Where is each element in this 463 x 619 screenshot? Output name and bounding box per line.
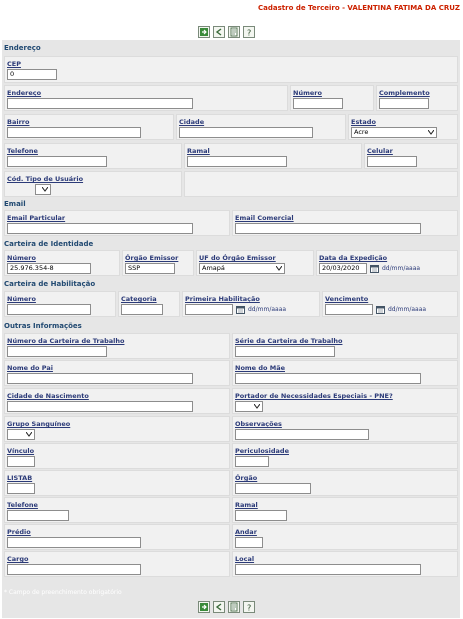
cell-endereco — [4, 85, 288, 111]
cell-email-particular — [4, 210, 230, 236]
pne-select[interactable] — [235, 401, 263, 412]
cell-vencimento — [322, 291, 458, 317]
data-expedicao-input[interactable]: 20/03/2020 — [319, 263, 367, 274]
num-carteira-input[interactable] — [7, 346, 107, 357]
cell-num-carteira — [4, 333, 230, 359]
cell-estado — [348, 114, 458, 140]
date-format-hint: dd/mm/aaaa — [248, 306, 287, 313]
chevron-down-icon — [42, 187, 48, 192]
estado-label: Estado — [351, 118, 376, 126]
cargo-input[interactable] — [7, 564, 141, 575]
calendar-icon[interactable] — [376, 305, 385, 314]
cell-nome-pai — [4, 360, 230, 386]
periculosidade-input[interactable] — [235, 456, 269, 467]
telefone2-label: Telefone — [7, 501, 38, 509]
cell-listab — [4, 470, 230, 496]
primeira-hab-input[interactable] — [185, 304, 233, 315]
uf-orgao-label: UF do Órgão Emissor — [199, 254, 276, 262]
estado-select[interactable] — [351, 127, 437, 138]
observacoes-label: Observações — [235, 420, 282, 428]
calendar-icon[interactable] — [370, 264, 379, 273]
nome-mae-input[interactable] — [235, 373, 421, 384]
orgao-input[interactable] — [235, 483, 311, 494]
cell-cidade-nascimento — [4, 388, 230, 414]
complemento-label: Complemento — [379, 89, 430, 97]
primeira-hab-label: Primeira Habilitação — [185, 295, 260, 303]
cell-periculosidade — [232, 443, 458, 469]
cell-orgao-emissor — [122, 250, 194, 276]
cell-rg-numero — [4, 250, 120, 276]
grupo-sanguineo-select[interactable] — [7, 429, 35, 440]
numero-input[interactable] — [293, 98, 343, 109]
chevron-down-icon — [428, 130, 434, 135]
telefone-label: Telefone — [7, 147, 38, 155]
ramal-label: Ramal — [187, 147, 210, 155]
serie-carteira-label: Série da Carteira de Trabalho — [235, 337, 343, 345]
grupo-sanguineo-label: Grupo Sanguíneo — [7, 420, 71, 428]
vinculo-label: Vínculo — [7, 447, 35, 455]
required-footnote: * Campo de preenchimento obrigatório — [4, 589, 122, 596]
section-identidade: Carteira de Identidade — [4, 240, 94, 248]
vencimento-label: Vencimento — [325, 295, 369, 303]
data-expedicao-label: Data da Expedição — [319, 254, 388, 262]
cell-celular — [364, 143, 458, 169]
uf-orgao-value: Amapá — [202, 264, 225, 272]
help-icon[interactable] — [243, 26, 255, 38]
chevron-down-icon — [26, 432, 32, 437]
tipo-usuario-label: Cód. Tipo de Usuário — [7, 175, 84, 183]
vinculo-input[interactable] — [7, 456, 35, 467]
help-icon[interactable] — [243, 601, 255, 613]
serie-carteira-input[interactable] — [235, 346, 335, 357]
form-panel — [2, 40, 460, 618]
top-toolbar — [198, 26, 255, 38]
email-comercial-input[interactable] — [235, 223, 421, 234]
row-cep — [4, 56, 458, 83]
cell-local — [232, 551, 458, 577]
cell-data-expedicao — [316, 250, 458, 276]
email-comercial-label: Email Comercial — [235, 214, 294, 222]
print-icon[interactable] — [228, 601, 240, 613]
orgao-label: Órgão — [235, 474, 258, 482]
num-carteira-label: Número da Carteira de Trabalho — [7, 337, 125, 345]
date-format-hint: dd/mm/aaaa — [382, 265, 421, 272]
nome-pai-label: Nome do Pai — [7, 364, 53, 372]
svg-text:?: ? — [247, 603, 252, 612]
cell-empty — [184, 171, 458, 197]
endereco-label: Endereço — [7, 89, 42, 97]
save-icon[interactable] — [198, 601, 210, 613]
local-label: Local — [235, 555, 255, 563]
cell-cidade — [176, 114, 346, 140]
cell-ramal — [184, 143, 362, 169]
cell-primeira-hab — [182, 291, 320, 317]
local-input[interactable] — [235, 564, 421, 575]
predio-label: Prédio — [7, 528, 31, 536]
email-particular-input[interactable] — [7, 223, 193, 234]
telefone-input[interactable] — [7, 156, 107, 167]
email-particular-label: Email Particular — [7, 214, 66, 222]
rg-numero-label: Número — [7, 254, 36, 262]
cell-email-comercial — [232, 210, 458, 236]
chevron-down-icon — [276, 266, 282, 271]
ramal2-label: Ramal — [235, 501, 258, 509]
section-email: Email — [4, 200, 26, 208]
save-icon[interactable] — [198, 26, 210, 38]
orgao-emissor-input[interactable]: SSP — [125, 263, 175, 274]
cell-vinculo — [4, 443, 230, 469]
categoria-label: Categoria — [121, 295, 157, 303]
print-icon[interactable] — [228, 26, 240, 38]
andar-input[interactable] — [235, 537, 263, 548]
tipo-usuario-select[interactable] — [35, 184, 51, 195]
cell-categoria — [118, 291, 180, 317]
nome-pai-input[interactable] — [7, 373, 193, 384]
cell-telefone2 — [4, 497, 230, 523]
section-habilitacao: Carteira de Habilitação — [4, 280, 96, 288]
cell-cnh-numero — [4, 291, 116, 317]
cnh-numero-input[interactable] — [7, 304, 91, 315]
cep-input[interactable]: 0 — [7, 69, 57, 80]
cell-uf-orgao — [196, 250, 314, 276]
cell-complemento — [376, 85, 458, 111]
ramal2-input[interactable] — [235, 510, 287, 521]
estado-value: Acre — [354, 128, 369, 136]
cell-predio — [4, 524, 230, 550]
celular-input[interactable] — [367, 156, 417, 167]
uf-orgao-select[interactable] — [199, 263, 285, 274]
periculosidade-label: Periculosidade — [235, 447, 289, 455]
nome-mae-label: Nome do Mãe — [235, 364, 285, 372]
cell-andar — [232, 524, 458, 550]
cidade-label: Cidade — [179, 118, 205, 126]
cell-cargo — [4, 551, 230, 577]
back-icon[interactable] — [213, 26, 225, 38]
cell-orgao — [232, 470, 458, 496]
telefone2-input[interactable] — [7, 510, 69, 521]
cell-ramal2 — [232, 497, 458, 523]
ramal-input[interactable] — [187, 156, 287, 167]
cidade-nascimento-label: Cidade de Nascimento — [7, 392, 89, 400]
cell-telefone — [4, 143, 182, 169]
cell-grupo-sanguineo — [4, 416, 230, 442]
cell-nome-mae — [232, 360, 458, 386]
section-outras: Outras Informações — [4, 322, 82, 330]
cell-observacoes — [232, 416, 458, 442]
date-format-hint: dd/mm/aaaa — [388, 306, 427, 313]
svg-text:?: ? — [247, 28, 252, 37]
cep-label: CEP — [7, 60, 21, 68]
cidade-input[interactable] — [179, 127, 313, 138]
cell-pne — [232, 388, 458, 414]
cargo-label: Cargo — [7, 555, 29, 563]
rg-numero-input[interactable]: 25.976.354-8 — [7, 263, 91, 274]
back-icon[interactable] — [213, 601, 225, 613]
listab-input[interactable] — [7, 483, 35, 494]
cnh-numero-label: Número — [7, 295, 36, 303]
endereco-input[interactable] — [7, 98, 193, 109]
celular-label: Celular — [367, 147, 393, 155]
bairro-input[interactable] — [7, 127, 141, 138]
cell-bairro — [4, 114, 174, 140]
pne-label: Portador de Necessidades Especiais - PNE? — [235, 392, 393, 400]
listab-label: LISTAB — [7, 474, 33, 482]
section-endereco: Endereço — [4, 44, 41, 52]
andar-label: Andar — [235, 528, 257, 536]
bairro-label: Bairro — [7, 118, 30, 126]
calendar-icon[interactable] — [236, 305, 245, 314]
cell-numero — [290, 85, 374, 111]
complemento-input[interactable] — [379, 98, 429, 109]
categoria-input[interactable] — [121, 304, 163, 315]
chevron-down-icon — [254, 404, 260, 409]
cell-serie-carteira — [232, 333, 458, 359]
orgao-emissor-label: Órgão Emissor — [125, 254, 179, 262]
numero-label: Número — [293, 89, 322, 97]
page-title: Cadastro de Terceiro - VALENTINA FATIMA DA CRUZ — [258, 4, 460, 12]
cidade-nascimento-input[interactable] — [7, 401, 193, 412]
cell-tipo-usuario — [4, 171, 182, 197]
predio-input[interactable] — [7, 537, 141, 548]
vencimento-input[interactable] — [325, 304, 373, 315]
bottom-toolbar — [198, 601, 255, 613]
observacoes-input[interactable] — [235, 429, 369, 440]
